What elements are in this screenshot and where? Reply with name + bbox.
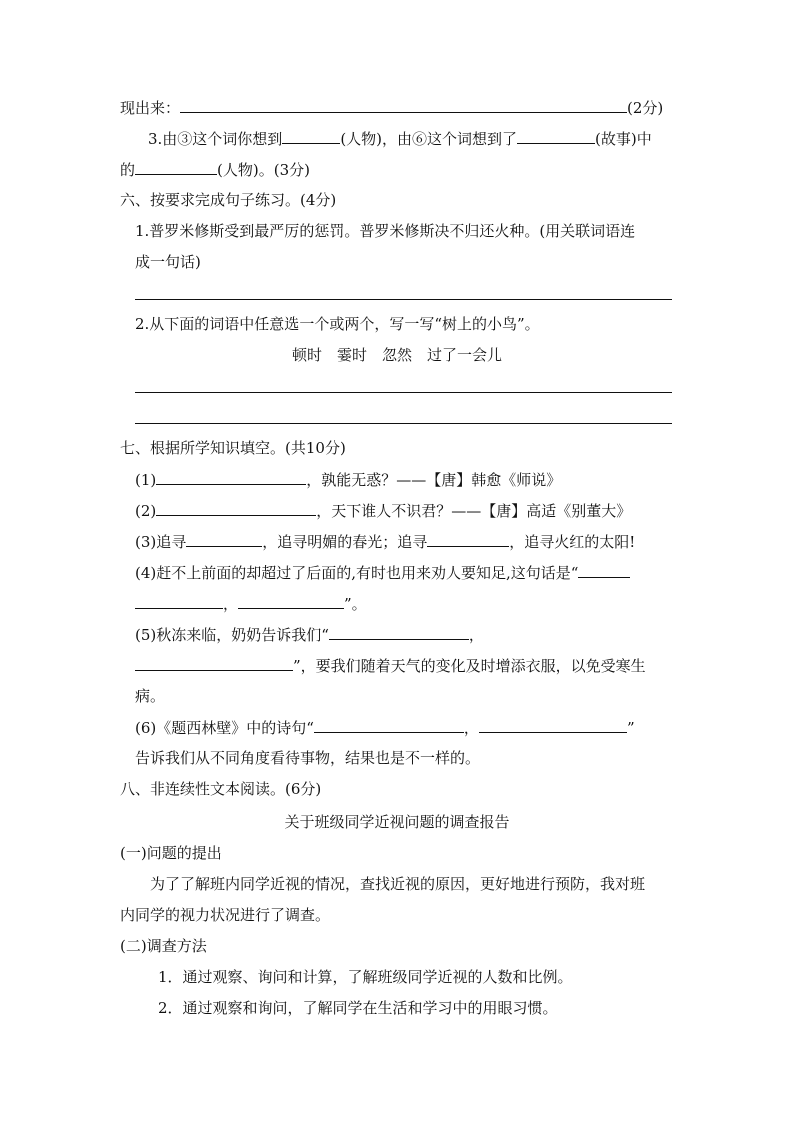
q3-text: 的: [120, 161, 136, 179]
blank[interactable]: [479, 717, 627, 733]
q-text: ，孰能无惑？——【唐】韩愈《师说》: [306, 471, 562, 489]
blank[interactable]: [282, 128, 340, 144]
s6-question-1-cont: 成一句话): [135, 253, 201, 271]
q7-5: [135, 624, 484, 645]
part-2-item-2: 2．通过观察和询问，了解同学在生活和学习中的用眼习惯。: [158, 999, 558, 1017]
blank[interactable]: [578, 562, 630, 578]
q7-6-cont: 告诉我们从不同角度看待事物，结果也是不一样的。: [135, 749, 481, 767]
q7-5-end: 病。: [135, 687, 166, 705]
question-3-cont: [120, 159, 310, 180]
q7-6: [135, 717, 635, 738]
q7-2: [135, 500, 631, 521]
question-3: [148, 128, 652, 149]
q7-5-cont: [135, 655, 646, 676]
answer-rule[interactable]: [135, 423, 672, 424]
answer-rule[interactable]: [135, 392, 672, 393]
section-7-title: 七、根据所学知识填空。(共10分): [120, 439, 346, 457]
q-text: ，: [463, 719, 479, 737]
part-2-item-1: 1．通过观察、询问和计算，了解班级同学近视的人数和比例。: [158, 968, 573, 986]
s6-question-1: 1.普罗米修斯受到最严厉的惩罚。普罗米修斯决不归还火种。(用关联词语连: [135, 222, 636, 240]
answer-rule[interactable]: [135, 299, 672, 300]
q-number: (2): [135, 502, 157, 520]
blank[interactable]: [314, 717, 464, 733]
blank[interactable]: [517, 128, 595, 144]
blank[interactable]: [427, 531, 509, 547]
line-prefix: 现出来：: [120, 99, 181, 117]
blank[interactable]: [156, 500, 316, 516]
q-text: (6)《题西林壁》中的诗句“: [135, 719, 314, 737]
q7-4-cont: [135, 593, 367, 614]
q7-3: [135, 531, 635, 552]
answer-line-1: [120, 97, 663, 118]
blank[interactable]: [135, 159, 217, 175]
q3-text: 3.由③这个词你想到: [148, 130, 283, 148]
part-2-title: (二)调查方法: [120, 937, 207, 955]
q3-text: (人物)，由⑥这个词想到了: [340, 130, 518, 148]
q7-1: [135, 469, 561, 490]
q-text: (3)追寻: [135, 533, 187, 551]
q-text: ，: [223, 595, 239, 613]
q3-text: (故事)中: [595, 130, 652, 148]
q3-text: (人物)。(3分): [217, 161, 310, 179]
blank[interactable]: [156, 469, 306, 485]
q-text: ，: [468, 626, 484, 644]
q-text: ，追寻火红的太阳!: [509, 533, 636, 551]
q-number: (1): [135, 471, 157, 489]
q-text: ”，要我们随着天气的变化及时增添衣服，以免受寒生: [293, 657, 646, 675]
blank[interactable]: [135, 655, 293, 671]
part-1-para-cont: 内同学的视力状况进行了调查。: [120, 906, 331, 924]
word-bank: 顿时 霎时 忽然 过了一会儿: [291, 346, 502, 364]
q-text: ”。: [344, 595, 367, 613]
score: (2分): [627, 99, 664, 117]
q-text: ，追寻明媚的春光；追寻: [262, 533, 428, 551]
report-title: 关于班级同学近视问题的调查报告: [284, 813, 510, 831]
s6-question-2: 2.从下面的词语中任意选一个或两个，写一写“树上的小鸟”。: [135, 315, 540, 333]
part-1-title: (一)问题的提出: [120, 844, 222, 862]
blank[interactable]: [135, 593, 223, 609]
blank[interactable]: [186, 531, 262, 547]
q-text: (5)秋冻来临，奶奶告诉我们“: [135, 626, 329, 644]
part-1-para: 为了了解班内同学近视的情况，查找近视的原因，更好地进行预防，我对班: [150, 875, 646, 893]
q-text: (4)赶不上前面的却超过了后面的,有时也用来劝人要知足,这句话是“: [135, 564, 579, 582]
q-text: ，天下谁人不识君？——【唐】高适《别董大》: [316, 502, 632, 520]
blank[interactable]: [238, 593, 344, 609]
q7-4: [135, 562, 630, 583]
blank[interactable]: [180, 97, 627, 113]
section-8-title: 八、非连续性文本阅读。(6分): [120, 780, 322, 798]
section-6-title: 六、按要求完成句子练习。(4分): [120, 191, 337, 209]
q-text: ”: [626, 719, 635, 737]
blank[interactable]: [329, 624, 469, 640]
